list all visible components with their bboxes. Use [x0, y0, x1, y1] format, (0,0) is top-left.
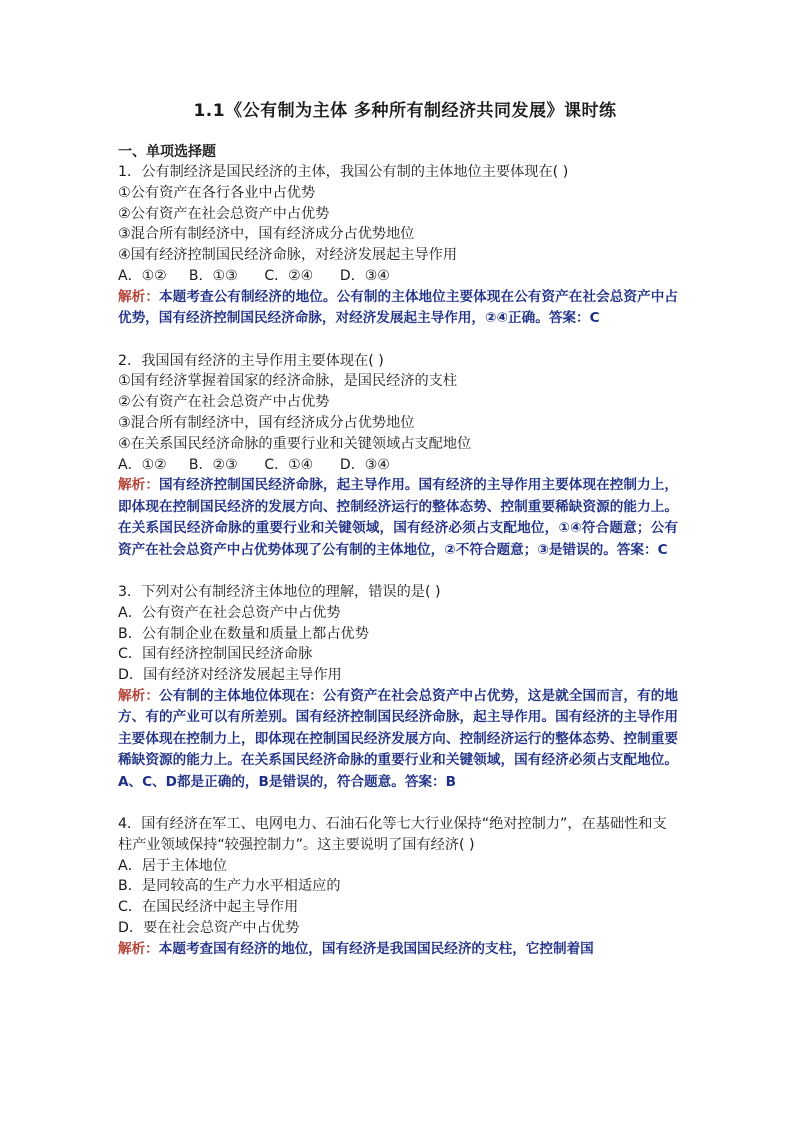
analysis-body: 公有制的主体地位体现在：公有资产在社会总资产中占优势，这是就全国而言，有的地方、有的产业可以有所差别。国有经济控制国民经济命脉，起主导作用。国有经济的主导作用主要体现在控制力上，即体现在控制国民经济发展方向、控制经济运行的整体态势、控制重要稀缺资源的能力上。在关系国民经济命脉的重要行业和关键领域，国有经济必须占支配地位。A、C、D都是正确的，B是错误的，符合题意。答案：B: [118, 687, 679, 790]
question-stem: 1．公有制经济是国民经济的主体，我国公有制的主体地位主要体现在( ): [118, 164, 569, 180]
document-content: [118, 96, 678, 960]
question-item: ②公有资产在社会总资产中占优势: [118, 394, 330, 411]
analysis-text: [118, 939, 678, 960]
analysis-body: 本题考查国有经济的地位，国有经济是我国国民经济的支柱，它控制着国: [158, 940, 594, 957]
question-stem: 4．国有经济在军工、电网电力、石油石化等七大行业保持“绝对控制力”，在基础性和支柱产业领域保持“较强控制力”。这主要说明了国有经济( ): [118, 816, 667, 853]
question-item: B．公有制企业在数量和质量上都占优势: [118, 625, 369, 642]
question-item: ④在关系国民经济命脉的重要行业和关键领域占支配地位: [118, 435, 472, 452]
question-item: ①公有资产在各行各业中占优势: [118, 184, 316, 201]
question-block: [118, 582, 678, 793]
question-block: [118, 814, 678, 960]
question-item: ③混合所有制经济中，国有经济成分占优势地位: [118, 226, 415, 243]
analysis-label: 解析：: [118, 687, 159, 704]
question-item: ②公有资产在社会总资产中占优势: [118, 205, 330, 222]
question-item: A．居于主体地位: [118, 857, 228, 874]
analysis-body: 国有经济控制国民经济命脉，起主导作用。国有经济的主导作用主要体现在控制力上，即体现在控制国民经济的发展方向、控制经济运行的整体态势、控制重要稀缺资源的能力上。在关系国民经济命脉的重要行业和关键领域，国有经济必须占支配地位，①④符合题意；公有资产在社会总资产中占优势体现了公有制的主体地位，②不符合题意；③是错误的。答案：C: [118, 477, 679, 558]
question-block: [118, 351, 678, 561]
answer-options: A．①② B．①③ C．②④ D．③④: [118, 267, 390, 284]
question-item: D．国有经济对经济发展起主导作用: [118, 667, 342, 684]
question-item: ①国有经济掌握着国家的经济命脉，是国民经济的支柱: [118, 373, 458, 390]
analysis-label: 解析：: [118, 940, 159, 957]
analysis-text: [118, 475, 678, 561]
answer-options: A．①② B．②③ C．①④ D．③④: [118, 456, 390, 473]
question-item: ③混合所有制经济中，国有经济成分占优势地位: [118, 414, 415, 431]
question-stem: 2．我国国有经济的主导作用主要体现在( ): [118, 352, 384, 369]
question-list: [118, 162, 678, 960]
analysis-label: 解析：: [118, 288, 159, 305]
question-block: [118, 162, 678, 330]
question-item: D．要在社会总资产中占优势: [118, 920, 300, 936]
analysis-label: 解析：: [118, 477, 159, 494]
question-item: A．公有资产在社会总资产中占优势: [118, 604, 341, 621]
question-item: C．国有经济控制国民经济命脉: [118, 646, 313, 663]
question-item: ④国有经济控制国民经济命脉，对经济发展起主导作用: [118, 247, 458, 264]
analysis-text: [118, 287, 678, 330]
page-title: 1.1《公有制为主体 多种所有制经济共同发展》课时练: [193, 101, 617, 121]
analysis-body: 本题考查公有制经济的地位。公有制的主体地位主要体现在公有资产在社会总资产中占优势，国有经济控制国民经济命脉，对经济发展起主导作用，②④正确。答案：C: [118, 288, 679, 327]
question-stem: 3．下列对公有制经济主体地位的理解，错误的是( ): [118, 584, 441, 600]
analysis-text: [118, 686, 678, 793]
section-heading: 一、单项选择题: [118, 144, 216, 160]
question-item: B．是同较高的生产力水平相适应的: [118, 878, 341, 895]
question-item: C．在国民经济中起主导作用: [118, 899, 299, 916]
